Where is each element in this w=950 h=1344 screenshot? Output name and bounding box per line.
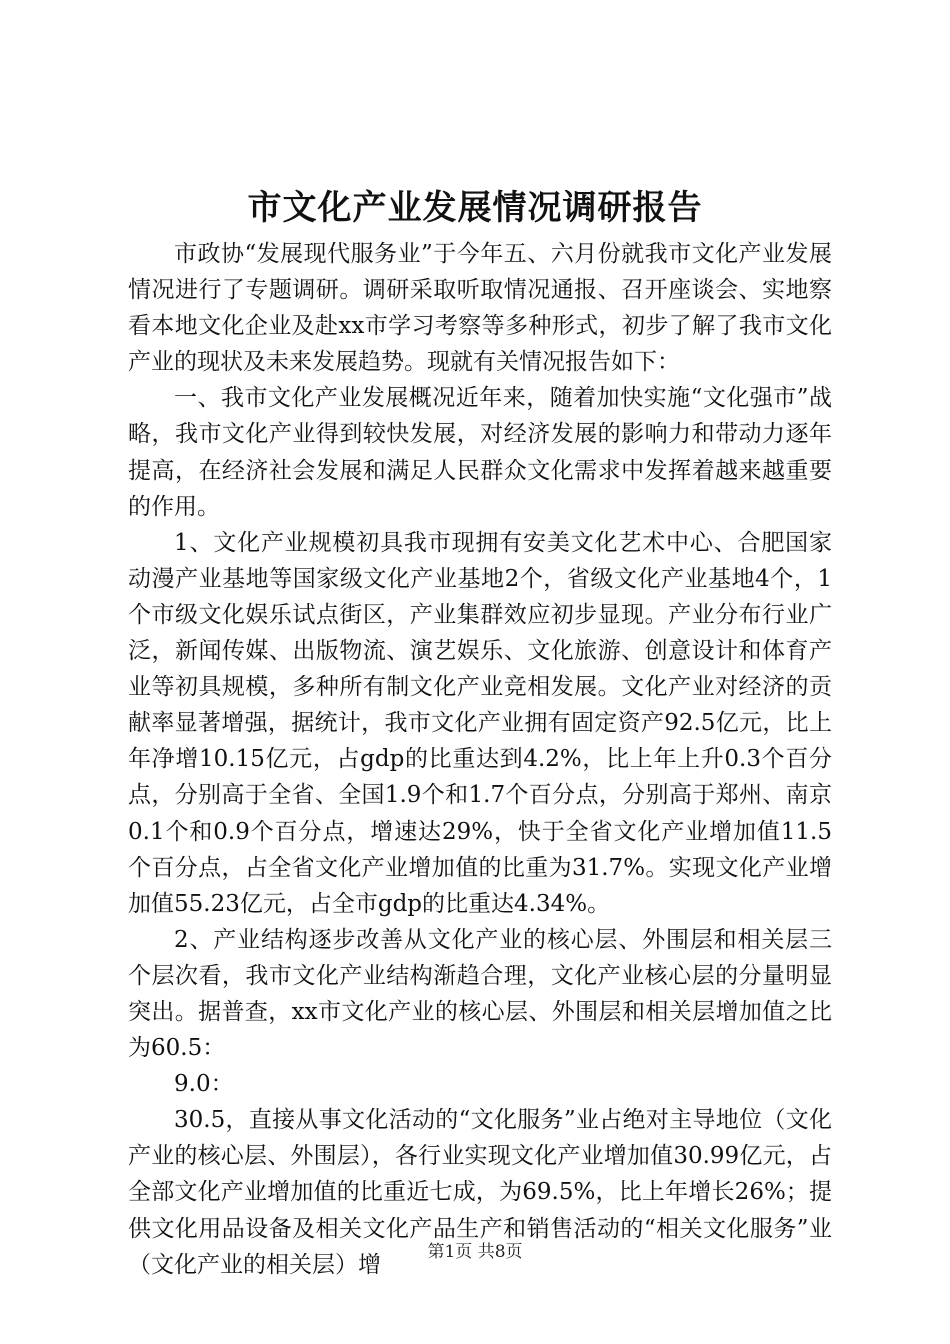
paragraph-ratio-fragment: 9.0： xyxy=(174,1071,234,1098)
paragraph-cultural-services: 30.5，直接从事文化活动的“文化服务”业占绝对主导地位（文化产业的核心层、外围层），各行业实现文化产业增加值30.99亿元，占全部文化产业增加值的比重近七成，为69.5%，比上年增长26%；提供文化用品设备及相关文化产品生产和销售活动的“相关文化服务”业（文化产业的相关层）增 xyxy=(128,1107,832,1278)
document-title: 市文化产业发展情况调研报告 xyxy=(247,188,703,228)
paragraph-intro: 市政协“发展现代服务业”于今年五、六月份就我市文化产业发展情况进行了专题调研。调研采取听取情况通报、召开座谈会、实地察看本地文化企业及赴xx市学习考察等多种形式，初步了解了我市文化产业的现状及未来发展趋势。现就有关情况报告如下： xyxy=(128,241,832,376)
document-body xyxy=(128,236,832,1283)
paragraph-industry-structure: 2、产业结构逐步改善从文化产业的核心层、外围层和相关层三个层次看，我市文化产业结构渐趋合理，文化产业核心层的分量明显突出。据普查，xx市文化产业的核心层、外围层和相关层增加值之比为60.5： xyxy=(128,926,832,1062)
paragraph-industry-scale: 1、文化产业规模初具我市现拥有安美文化艺术中心、合肥国家动漫产业基地等国家级文化产业基地2个，省级文化产业基地4个，1个市级文化娱乐试点街区，产业集群效应初步显现。产业分布行业广泛，新闻传媒、出版物流、演艺娱乐、文化旅游、创意设计和体育产业等初具规模，多种所有制文化产业竞相发展。文化产业对经济的贡献率显著增强，据统计，我市文化产业拥有固定资产92.5亿元，比上年净增10.15亿元，占gdp的比重达到4.2%，比上年上升0.3个百分点，分别高于全省、全国1.9个和1.7个百分点，分别高于郑州、南京0.1个和0.9个百分点，增速达29%，快于全省文化产业增加值11.5个百分点，占全省文化产业增加值的比重为31.7%。实现文化产业增加值55.23亿元，占全市gdp的比重达4.34%。 xyxy=(128,529,832,917)
paragraph-section-1: 一、我市文化产业发展概况近年来，随着加快实施“文化强市”战略，我市文化产业得到较快发展，对经济发展的影响力和带动力逐年提高，在经济社会发展和满足人民群众文化需求中发挥着越来越重要的作用。 xyxy=(128,385,832,520)
page-number-footer: 第1页 共8页 xyxy=(427,1242,523,1262)
